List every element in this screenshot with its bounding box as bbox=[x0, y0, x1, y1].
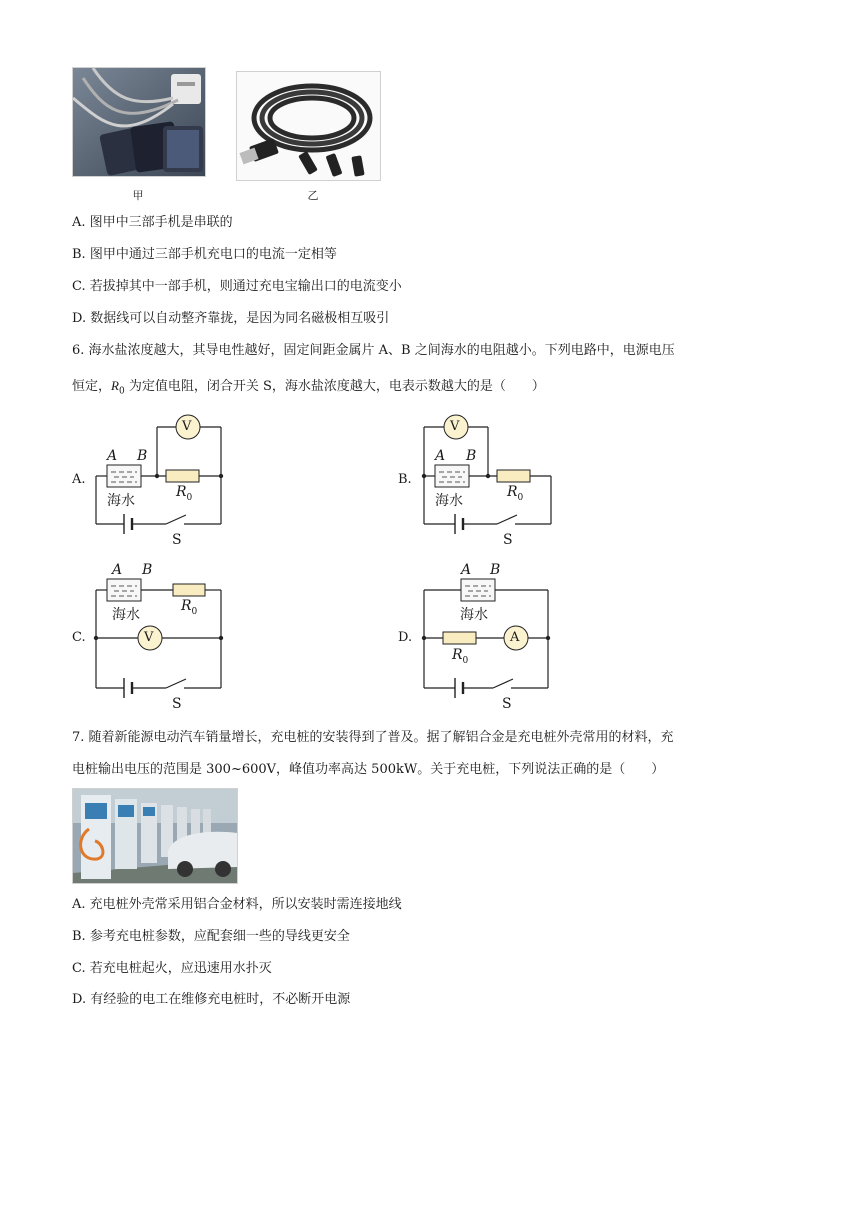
q7-option-c: C. 若充电桩起火，应迅速用水扑灭 bbox=[72, 961, 272, 976]
photo-phones-charging bbox=[72, 67, 206, 177]
circuit-c-seawater-label: 海水 bbox=[112, 607, 140, 623]
q6-stem-line2 bbox=[72, 377, 545, 401]
circuit-a-switch-label: S bbox=[172, 532, 182, 548]
circuit-b-seawater-label: 海水 bbox=[435, 493, 463, 509]
circuit-c-r0-sub: 0 bbox=[191, 606, 198, 617]
circuit-b-label-a: A bbox=[435, 448, 446, 464]
circuit-d-switch-label: S bbox=[502, 696, 512, 712]
q5-option-c: C. 若拔掉其中一部手机，则通过充电宝输出口的电流变小 bbox=[72, 279, 402, 294]
q6-stem-line1: 6. 海水盐浓度越大，其导电性越好，固定间距金属片 A、B 之间海水的电阻越小。下列电路中，电源电压 bbox=[72, 343, 675, 358]
circuit-a-seawater-label: 海水 bbox=[107, 493, 135, 509]
circuit-c-r0-r: R bbox=[181, 598, 192, 614]
circuit-a-r0-r: R bbox=[176, 484, 187, 500]
circuit-a-r0-label bbox=[176, 484, 192, 503]
circuit-a-r0-sub: 0 bbox=[186, 492, 193, 503]
figure-caption-jia: 甲 bbox=[132, 189, 144, 202]
circuit-d-ammeter: A bbox=[510, 630, 520, 645]
circuit-b-voltmeter: V bbox=[450, 419, 460, 434]
q6-r0-symbol: R bbox=[111, 378, 119, 393]
q5-option-b: B. 图甲中通过三部手机充电口的电流一定相等 bbox=[72, 247, 337, 262]
circuit-c-voltmeter: V bbox=[144, 630, 154, 645]
q6-stem-post: 为定值电阻，闭合开关 S，海水盐浓度越大，电表示数越大的是（ ） bbox=[124, 379, 545, 394]
q7-option-a: A. 充电桩外壳常采用铝合金材料，所以安装时需连接地线 bbox=[72, 897, 402, 912]
q6-option-d-label: D. bbox=[398, 630, 413, 645]
q6-stem-pre: 恒定， bbox=[72, 379, 112, 394]
photo-three-in-one-cable bbox=[236, 71, 381, 181]
circuit-c-label-a: A bbox=[112, 562, 123, 578]
q6-r0-subscript: 0 bbox=[118, 386, 125, 397]
figure-caption-yi: 乙 bbox=[307, 189, 319, 202]
q7-option-d: D. 有经验的电工在维修充电桩时，不必断开电源 bbox=[72, 992, 351, 1007]
q5-option-a: A. 图甲中三部手机是串联的 bbox=[72, 215, 233, 230]
circuit-d-label-b: B bbox=[490, 562, 501, 578]
circuit-a-voltmeter: V bbox=[182, 419, 192, 434]
circuit-c-label-b: B bbox=[142, 562, 153, 578]
circuit-b-switch-label: S bbox=[503, 532, 513, 548]
q6-circuit-diagrams bbox=[0, 400, 867, 730]
circuit-b-label-b: B bbox=[466, 448, 477, 464]
circuit-b-r0-r: R bbox=[507, 484, 518, 500]
q6-option-c-label: C. bbox=[72, 630, 86, 645]
circuit-d-seawater-label: 海水 bbox=[460, 607, 488, 623]
circuit-b-r0-sub: 0 bbox=[517, 492, 524, 503]
circuit-b-r0-label bbox=[507, 484, 523, 503]
q7-stem-line1: 7. 随着新能源电动汽车销量增长，充电桩的安装得到了普及。据了解铝合金是充电桩外壳常用的材料，充 bbox=[72, 730, 674, 745]
q5-option-d: D. 数据线可以自动整齐靠拢，是因为同名磁极相互吸引 bbox=[72, 311, 390, 326]
circuit-c-switch-label: S bbox=[172, 696, 182, 712]
circuit-d-r0-label bbox=[452, 647, 468, 666]
circuit-d-r0-r: R bbox=[452, 647, 463, 663]
circuit-a-label-b: B bbox=[137, 448, 148, 464]
q6-option-b-label: B. bbox=[398, 472, 412, 487]
q7-stem-line2: 电桩输出电压的范围是 300~600V，峰值功率高达 500kW。关于充电桩，下列说法正确的是（ ） bbox=[72, 762, 665, 777]
circuit-d-label-a: A bbox=[461, 562, 472, 578]
circuit-c-r0-label bbox=[181, 598, 197, 617]
circuit-d-r0-sub: 0 bbox=[462, 655, 469, 666]
q7-option-b: B. 参考充电桩参数，应配套细一些的导线更安全 bbox=[72, 929, 350, 944]
q6-option-a-label: A. bbox=[72, 472, 86, 487]
circuit-a-label-a: A bbox=[107, 448, 118, 464]
photo-charging-stations bbox=[72, 788, 238, 884]
